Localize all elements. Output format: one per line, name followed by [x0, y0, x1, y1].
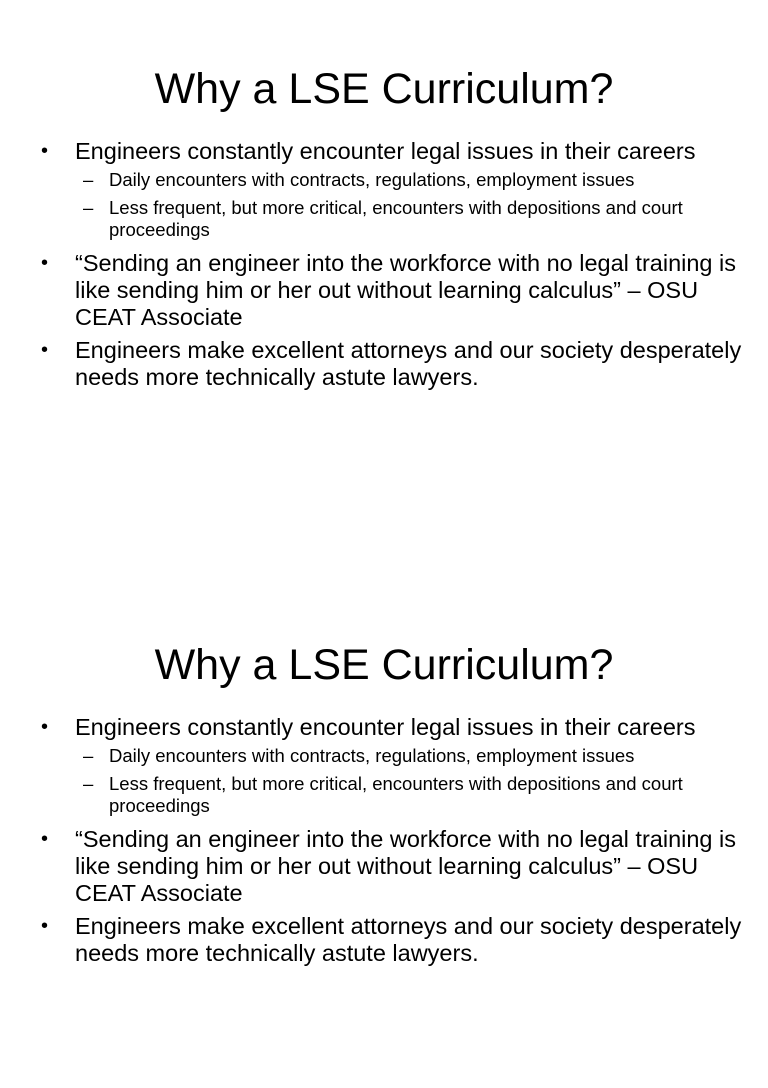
- bullet-list: [0, 714, 768, 973]
- dash-marker: –: [83, 196, 94, 218]
- sub-bullet-text: Daily encounters with contracts, regulations, employment issues: [109, 745, 635, 766]
- bullet-item: [0, 138, 768, 242]
- bullet-marker: •: [41, 914, 49, 937]
- dash-marker: –: [83, 772, 94, 794]
- bullet-list: [0, 138, 768, 397]
- bullet-item: [0, 714, 768, 818]
- bullet-text: Engineers make excellent attorneys and our society desperately needs more technically astute lawyers.: [75, 336, 742, 390]
- sub-bullet-list: [75, 745, 748, 818]
- bullet-item: [0, 913, 768, 967]
- slide-2: [0, 576, 768, 1088]
- slide-title: Why a LSE Curriculum?: [154, 641, 614, 689]
- slide-title: Why a LSE Curriculum?: [154, 65, 614, 113]
- sub-bullet-item: [75, 169, 748, 192]
- dash-marker: –: [83, 169, 94, 190]
- bullet-text: Engineers make excellent attorneys and our society desperately needs more technically astute lawyers.: [75, 912, 742, 966]
- bullet-text: “Sending an engineer into the workforce with no legal training is like sending him or her out without learning calculus” – OSU CEAT Associate: [75, 249, 737, 330]
- bullet-marker: •: [41, 338, 49, 361]
- bullet-item: [0, 826, 768, 907]
- bullet-item: [0, 250, 768, 331]
- bullet-marker: •: [41, 251, 49, 274]
- bullet-marker: •: [41, 716, 49, 738]
- sub-bullet-text: Less frequent, but more critical, encounters with depositions and court proceedings: [109, 772, 683, 816]
- bullet-text: “Sending an engineer into the workforce with no legal training is like sending him or her out without learning calculus” – OSU CEAT Associate: [75, 825, 737, 906]
- bullet-text: Engineers constantly encounter legal issues in their careers: [75, 714, 696, 740]
- sub-bullet-list: [75, 169, 748, 242]
- sub-bullet-item: [75, 197, 748, 242]
- sub-bullet-item: [75, 745, 748, 768]
- sub-bullet-text: Daily encounters with contracts, regulations, employment issues: [109, 169, 635, 190]
- slide-1: [0, 0, 768, 512]
- bullet-marker: •: [41, 140, 49, 162]
- sub-bullet-item: [75, 773, 748, 818]
- bullet-item: [0, 337, 768, 391]
- dash-marker: –: [83, 745, 94, 766]
- bullet-marker: •: [41, 827, 49, 850]
- sub-bullet-text: Less frequent, but more critical, encounters with depositions and court proceedings: [109, 196, 683, 240]
- bullet-text: Engineers constantly encounter legal issues in their careers: [75, 138, 696, 164]
